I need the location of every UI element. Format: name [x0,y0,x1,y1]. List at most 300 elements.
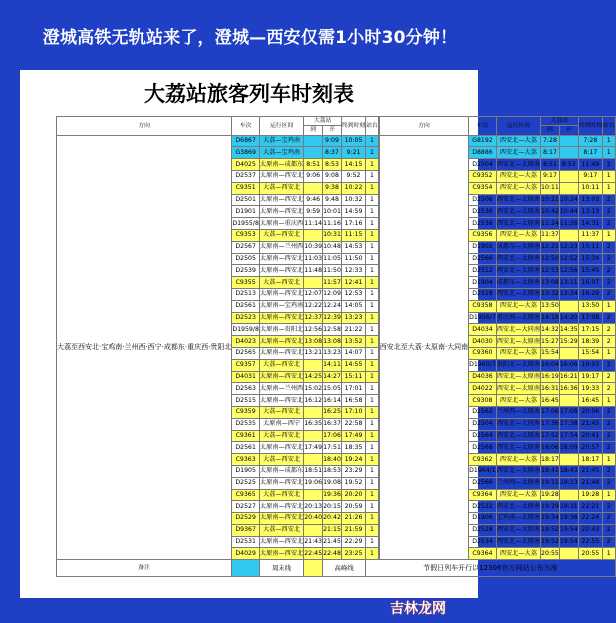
left-arrive-cell: 19:06 [304,477,323,489]
left-depart-cell: 9:38 [323,182,342,194]
right-terminal-cell: 11:49 [578,159,602,171]
left-depart-cell: 21:45 [323,536,342,548]
left-depart-cell: 13:08 [323,336,342,348]
left-depart-cell: 18:53 [323,465,342,477]
right-platform-cell: 2 [602,265,615,277]
left-depart-cell: 17:51 [323,442,342,454]
right-depart-cell [559,489,578,501]
column-gap [378,324,379,336]
right-arrive-cell: 18:41 [541,465,560,477]
left-depart-cell: 11:57 [323,277,342,289]
left-depart-cell: 11:16 [323,218,342,230]
left-arrive-cell: 11:14 [304,218,323,230]
right-platform-cell: 2 [602,442,615,454]
left-platform-cell: 1 [366,229,379,241]
left-train-cell: C9361 [232,430,260,442]
right-terminal-cell: 22:21 [578,501,602,513]
right-train-cell: D2504 [469,418,497,430]
right-train-cell: D2522 [469,501,497,513]
right-terminal-cell: 22:55 [578,536,602,548]
left-platform-cell: 1 [366,218,379,230]
left-depart-cell: 14:11 [323,359,342,371]
right-route-cell: 西安北—大荔 [496,347,540,359]
right-depart-cell [559,147,578,159]
right-arrive-cell: 9:17 [541,170,560,182]
left-route-cell: 太原南—西宁 [259,418,303,430]
left-arrive-cell: 20:40 [304,513,323,525]
left-terminal-cell: 11:15 [341,229,365,241]
header-route: 运行区间 [259,117,303,136]
left-train-cell: D2531 [232,536,260,548]
right-platform-cell: 1 [602,182,615,194]
left-depart-cell: 20:15 [323,501,342,513]
right-route-cell: 西安北—太原南 [496,442,540,454]
left-terminal-cell: 13:52 [341,336,365,348]
left-depart-cell: 19:36 [323,489,342,501]
right-terminal-cell: 17:15 [578,324,602,336]
right-train-cell: D1902 [469,241,497,253]
column-gap [378,383,379,395]
peak-swatch [304,560,323,577]
right-depart-cell [559,182,578,194]
left-terminal-cell: 13:23 [341,312,365,324]
left-terminal-cell: 14:53 [341,241,365,253]
right-depart-cell [559,229,578,241]
right-depart-cell: 18:43 [559,465,578,477]
right-terminal-cell: 11:37 [578,229,602,241]
left-route-cell: 太原南—西安北 [259,395,303,407]
right-train-cell: D4030 [469,336,497,348]
right-terminal-cell: 22:43 [578,524,602,536]
left-depart-cell: 9:09 [323,135,342,147]
right-terminal-cell: 20:06 [578,406,602,418]
right-route-cell: 西安北—太原南 [496,206,540,218]
left-depart-cell: 22:48 [323,548,342,560]
left-route-cell: 大荔—宝鸡南 [259,135,303,147]
left-platform-cell: 1 [366,418,379,430]
right-depart-cell: 14:20 [559,312,578,324]
left-train-cell: D6867 [232,135,260,147]
left-arrive-cell [304,359,323,371]
header-train: 车次 [232,117,260,136]
left-platform-cell: 1 [366,430,379,442]
left-platform-cell: 1 [366,288,379,300]
left-platform-cell: 1 [366,253,379,265]
right-route-cell: 西安北—大荔 [496,454,540,466]
right-route-cell: 西安北—太原南 [496,524,540,536]
left-terminal-cell: 11:50 [341,253,365,265]
left-platform-cell: 1 [366,265,379,277]
left-depart-cell: 10:48 [323,241,342,253]
left-depart-cell: 12:39 [323,312,342,324]
left-train-cell: D1955/8 [232,218,260,230]
right-terminal-cell: 21:48 [578,477,602,489]
right-terminal-cell: 19:17 [578,371,602,383]
right-route-cell: 西安北—大同南 [496,324,540,336]
right-route-cell: 西安北—大荔 [496,300,540,312]
right-arrive-cell: 17:36 [541,418,560,430]
right-route-cell: 宝鸡南—太原南 [496,513,540,525]
left-arrive-cell: 11:03 [304,253,323,265]
left-platform-cell: 1 [366,194,379,206]
column-gap [378,548,379,560]
right-platform-cell: 1 [602,170,615,182]
column-gap [378,229,379,241]
right-depart-cell: 17:38 [559,418,578,430]
right-platform-cell: 2 [602,312,615,324]
left-terminal-cell: 23:25 [341,548,365,560]
column-gap [378,395,379,407]
left-route-cell: 太原南—贵阳北 [259,324,303,336]
left-terminal-cell: 23:29 [341,465,365,477]
left-train-cell: C9351 [232,182,260,194]
right-train-cell: D2566 [469,477,497,489]
right-arrive-cell: 11:24 [541,218,560,230]
left-arrive-cell: 9:06 [304,170,323,182]
left-terminal-cell: 9:21 [341,147,365,159]
legend-label: 备注 [57,560,232,577]
left-arrive-cell: 17:49 [304,442,323,454]
right-direction-label: 西安北至大荔·太原南·大同南 [379,135,468,560]
right-arrive-cell: 11:37 [541,229,560,241]
left-depart-cell: 12:58 [323,324,342,336]
right-train-cell: C9362 [469,454,497,466]
right-platform-cell: 2 [602,430,615,442]
right-terminal-cell: 20:41 [578,430,602,442]
right-route-cell: 西安北—大荔 [496,170,540,182]
right-platform-cell: 2 [602,277,615,289]
header-terminal-time: 终到时刻 [341,117,365,136]
left-route-cell: 太原南—西安北 [259,501,303,513]
header-platform-right: 站台 [602,117,615,136]
right-route-cell: 西安北—太原南 [496,194,540,206]
left-arrive-cell [304,524,323,536]
right-train-cell: C9360 [469,347,497,359]
header-dir: 方向 [57,117,232,136]
left-depart-cell: 9:08 [323,170,342,182]
left-terminal-cell: 17:01 [341,383,365,395]
right-arrive-cell: 16:45 [541,395,560,407]
right-platform-cell: 2 [602,406,615,418]
left-arrive-cell [304,147,323,159]
column-gap [378,159,379,171]
header-dir-right: 方向 [379,117,468,136]
right-terminal-cell: 21:45 [578,418,602,430]
left-arrive-cell [304,454,323,466]
left-platform-cell: 1 [366,477,379,489]
left-train-cell: C9357 [232,359,260,371]
header-depart: 开 [323,126,342,135]
right-route-cell: 西安北—大荔 [496,489,540,501]
left-route-cell: 太原南—西安北 [259,312,303,324]
left-depart-cell: 9:48 [323,194,342,206]
column-gap [378,241,379,253]
left-route-cell: 太原南—西安北 [259,536,303,548]
column-gap [378,524,379,536]
column-gap [378,265,379,277]
column-gap [378,253,379,265]
right-arrive-cell: 19:52 [541,524,560,536]
left-route-cell: 大荔—宝鸡南 [259,147,303,159]
right-terminal-cell: 14:31 [578,218,602,230]
right-arrive-cell: 16:31 [541,383,560,395]
right-arrive-cell: 17:06 [541,406,560,418]
right-train-cell: D1956/7 [469,312,497,324]
left-train-cell: C9353 [232,229,260,241]
left-route-cell: 太原南—宝鸡南 [259,300,303,312]
header-arrive: 到 [304,126,323,135]
right-depart-cell: 14:35 [559,324,578,336]
left-route-cell: 太原南—成都东 [259,159,303,171]
left-route-cell: 大荔—西安北 [259,359,303,371]
left-depart-cell: 11:50 [323,265,342,277]
left-train-cell: D2565 [232,347,260,359]
column-gap [378,442,379,454]
left-platform-cell: 1 [366,513,379,525]
right-train-cell: C9358 [469,300,497,312]
left-depart-cell: 10:31 [323,229,342,241]
right-platform-cell: 2 [602,536,615,548]
right-platform-cell: 2 [602,159,615,171]
left-train-cell: D2561 [232,442,260,454]
right-platform-cell: 1 [602,347,615,359]
left-depart-cell: 21:15 [323,524,342,536]
right-platform-cell: 1 [602,548,615,560]
left-arrive-cell [304,277,323,289]
left-route-cell: 太原南—重庆西 [259,218,303,230]
right-terminal-cell: 15:54 [578,347,602,359]
right-arrive-cell: 10:21 [541,194,560,206]
right-depart-cell: 11:26 [559,218,578,230]
right-terminal-cell: 13:50 [578,300,602,312]
left-depart-cell: 13:23 [323,347,342,359]
left-depart-cell: 16:37 [323,418,342,430]
left-arrive-cell: 16:35 [304,418,323,430]
left-terminal-cell: 19:24 [341,454,365,466]
column-gap [378,406,379,418]
left-platform-cell: 1 [366,347,379,359]
left-terminal-cell: 22:29 [341,536,365,548]
right-platform-cell: 2 [602,501,615,513]
left-train-cell: D4023 [232,336,260,348]
column-gap [378,371,379,383]
header-station: 大荔站 [304,117,342,126]
right-platform-cell: 1 [602,147,615,159]
left-train-cell: D2563 [232,383,260,395]
right-platform-cell: 1 [602,229,615,241]
column-gap [378,477,379,489]
right-arrive-cell: 14:32 [541,324,560,336]
timetable [56,116,616,577]
right-train-cell: C9352 [469,170,497,182]
left-arrive-cell: 13:21 [304,347,323,359]
right-train-cell: D2562 [469,406,497,418]
left-arrive-cell: 12:56 [304,324,323,336]
right-terminal-cell: 7:28 [578,135,602,147]
right-train-cell: C9364 [469,548,497,560]
right-depart-cell: 17:54 [559,430,578,442]
right-route-cell: 西安北—大荔 [496,135,540,147]
right-arrive-cell: 16:19 [541,371,560,383]
right-route-cell: 贵阳北—太原南 [496,359,540,371]
right-arrive-cell: 12:53 [541,265,560,277]
left-train-cell: D2527 [232,501,260,513]
right-platform-cell: 2 [602,336,615,348]
right-train-cell: D2518 [469,288,497,300]
right-terminal-cell: 8:17 [578,147,602,159]
column-gap [378,300,379,312]
right-depart-cell: 19:54 [559,536,578,548]
left-platform-cell: 1 [366,489,379,501]
right-depart-cell [559,395,578,407]
header-station-right: 大荔站 [541,117,579,126]
left-platform-cell: 1 [366,170,379,182]
right-route-cell: 西安北—大荔 [496,395,540,407]
right-train-cell: D8886 [469,147,497,159]
right-terminal-cell: 16:29 [578,288,602,300]
right-arrive-cell: 19:28 [541,489,560,501]
right-depart-cell: 16:36 [559,383,578,395]
header-terminal-time-right: 终到时刻 [578,117,602,136]
right-terminal-cell: 18:39 [578,336,602,348]
left-train-cell: D9367 [232,524,260,536]
left-arrive-cell: 9:59 [304,206,323,218]
left-terminal-cell: 15:11 [341,371,365,383]
right-train-cell: D4022 [469,383,497,395]
left-train-cell: D2529 [232,513,260,525]
right-arrive-cell: 10:11 [541,182,560,194]
left-depart-cell: 18:40 [323,454,342,466]
right-depart-cell [559,548,578,560]
left-terminal-cell: 14:15 [341,159,365,171]
right-route-cell: 西安北—大荔 [496,548,540,560]
left-route-cell: 大荔—西安北 [259,182,303,194]
left-route-cell: 大荔—西安北 [259,454,303,466]
left-terminal-cell: 20:20 [341,489,365,501]
right-platform-cell: 2 [602,206,615,218]
right-train-cell: D2504 [469,159,497,171]
left-train-cell: C9359 [232,406,260,418]
right-depart-cell: 19:36 [559,513,578,525]
right-arrive-cell: 10:42 [541,206,560,218]
header-row-1 [57,117,616,126]
right-arrive-cell: 14:18 [541,312,560,324]
header-depart-right: 开 [559,126,578,135]
left-terminal-cell: 21:59 [341,524,365,536]
left-route-cell: 太原南—成都东 [259,465,303,477]
right-train-cell: D1964/1 [469,465,497,477]
left-train-cell: C9355 [232,277,260,289]
right-terminal-cell: 13:03 [578,194,602,206]
right-terminal-cell: 22:24 [578,513,602,525]
column-gap [378,312,379,324]
left-platform-cell: 1 [366,277,379,289]
right-arrive-cell: 12:50 [541,253,560,265]
right-depart-cell [559,300,578,312]
left-depart-cell: 8:53 [323,159,342,171]
left-route-cell: 太原南—兰州西 [259,241,303,253]
right-depart-cell: 12:56 [559,265,578,277]
right-platform-cell: 2 [602,477,615,489]
right-train-cell: C9364 [469,489,497,501]
right-route-cell: 西安北—大同南 [496,418,540,430]
right-depart-cell: 13:11 [559,277,578,289]
right-depart-cell: 17:08 [559,406,578,418]
left-route-cell: 大荔—西安北 [259,229,303,241]
left-route-cell: 太原南—西安北 [259,371,303,383]
left-arrive-cell: 16:12 [304,395,323,407]
right-train-cell: D1904 [469,277,497,289]
right-depart-cell: 13:34 [559,288,578,300]
left-platform-cell: 1 [366,395,379,407]
right-route-cell: 西安北—太原南 [496,501,540,513]
left-route-cell: 太原南—西安北 [259,170,303,182]
left-platform-cell: 1 [366,536,379,548]
right-train-cell: C9356 [469,229,497,241]
left-arrive-cell: 13:08 [304,336,323,348]
right-train-cell: D1960/7 [469,359,497,371]
left-arrive-cell: 12:07 [304,288,323,300]
left-route-cell: 太原南—西安北 [259,347,303,359]
left-platform-cell: 1 [366,206,379,218]
left-train-cell: D2515 [232,395,260,407]
left-route-cell: 太原南—西安北 [259,206,303,218]
left-train-cell: D2561 [232,300,260,312]
right-train-cell: D2568 [469,442,497,454]
left-arrive-cell: 21:43 [304,536,323,548]
column-gap [378,206,379,218]
right-platform-cell: 2 [602,253,615,265]
left-terminal-cell: 17:10 [341,406,365,418]
right-arrive-cell: 13:50 [541,300,560,312]
left-depart-cell: 17:06 [323,430,342,442]
left-platform-cell: 1 [366,371,379,383]
left-platform-cell: 1 [366,548,379,560]
left-platform-cell: 1 [366,312,379,324]
left-train-cell: D1901 [232,206,260,218]
right-route-cell: 重庆西—太原南 [496,312,540,324]
left-route-cell: 太原南—兰州西 [259,383,303,395]
left-arrive-cell [304,135,323,147]
right-depart-cell: 12:23 [559,241,578,253]
left-platform-cell: 1 [366,442,379,454]
left-route-cell: 太原南—西安北 [259,336,303,348]
left-platform-cell: 1 [366,147,379,159]
left-train-cell: D4029 [232,548,260,560]
right-arrive-cell: 13:32 [541,288,560,300]
right-train-cell: D2528 [469,524,497,536]
right-platform-cell: 2 [602,359,615,371]
left-route-cell: 大荔—西安北 [259,489,303,501]
column-gap [378,501,379,513]
left-platform-cell: 1 [366,241,379,253]
left-arrive-cell [304,182,323,194]
left-route-cell: 太原南—西安北 [259,194,303,206]
right-arrive-cell: 12:21 [541,241,560,253]
right-train-cell: D4036 [469,371,497,383]
left-depart-cell: 14:27 [323,371,342,383]
right-terminal-cell: 16:07 [578,277,602,289]
right-platform-cell: 2 [602,465,615,477]
right-terminal-cell: 16:45 [578,395,602,407]
right-terminal-cell: 10:11 [578,182,602,194]
right-arrive-cell: 19:29 [541,501,560,513]
right-arrive-cell: 18:06 [541,442,560,454]
left-route-cell: 大荔—西安北 [259,430,303,442]
left-train-cell: D4031 [232,371,260,383]
right-train-cell: G8192 [469,135,497,147]
left-route-cell: 大荔—西安北 [259,406,303,418]
